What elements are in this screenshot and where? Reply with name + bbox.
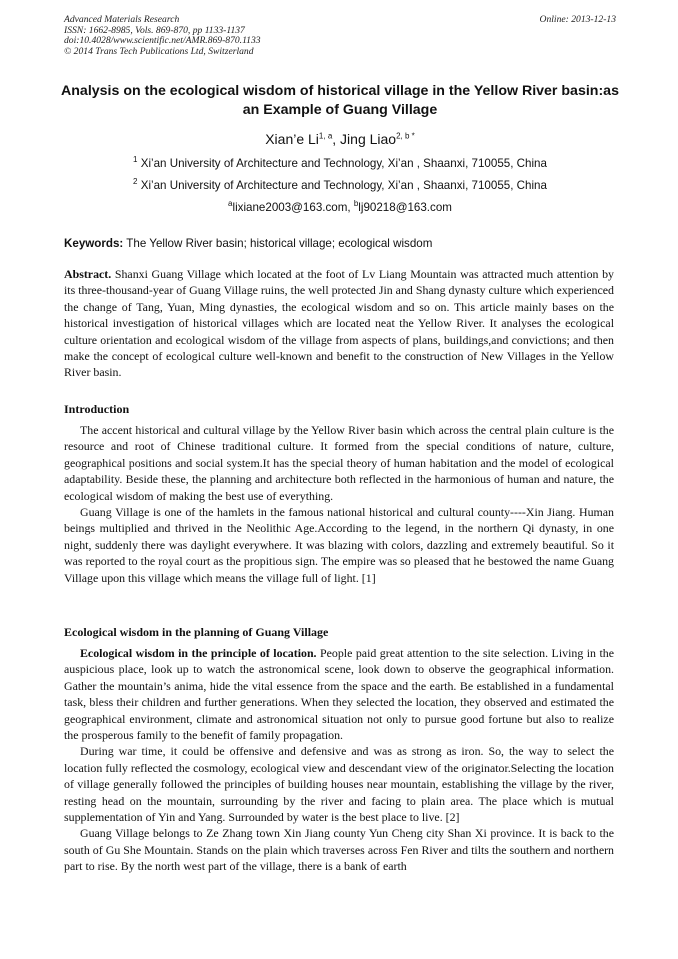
abstract-label: Abstract. <box>64 267 112 281</box>
planning-paragraph-1-text: People paid great attention to the site selection. Living in the auspicious place, look up to watch the astronomical scene, look down to observe the geographical information. Gather the mountain’s anima, hide the vital essence from the space and the earth. Be established in a fundamental task, bless their children and further generations. When they selected the location, they observed and estimated the geographical environment, climate and astronomical situation not only to pursue good fortune but also to realize the prosperous family to the benefit of family propagation. <box>64 646 614 743</box>
introduction-body <box>64 422 614 586</box>
affiliation-2-sup: 2 <box>133 177 138 187</box>
author-list <box>60 130 620 148</box>
author-1-sup: 1, a <box>318 131 333 141</box>
principle-of-location-label: Ecological wisdom in the principle of location. <box>80 646 317 660</box>
copyright-line: © 2014 Trans Tech Publications Ltd, Switzerland <box>64 45 254 57</box>
author-separator: , <box>332 131 341 147</box>
affiliation-2-text: Xi’an University of Architecture and Technology, Xi’an , Shaanxi, 710055, China <box>137 179 547 192</box>
paper-title: Analysis on the ecological wisdom of historical village in the Yellow River basin:as an Example of Guang Village <box>61 83 619 118</box>
abstract-text: Shanxi Guang Village which located at the foot of Lv Liang Mountain was attracted much attention by its three-thousand-year of Guang Village ruins, the well protected Jin and Shang dynasty culture which experienced the change of Tang, Yuan, Ming dynasties, the ecological wisdom and so on. This article mainly bases on the historical investigation of historical villages which are located neat the Yellow River. It analyses the ecological culture orientation and ecological wisdom of the village from aspects of plans, buildings,and convictions; and then make the concept of ecological culture well-known and benefit to the construction of New Villages in the Yellow River basin. <box>64 267 614 380</box>
online-date: Online: 2013-12-13 <box>539 14 616 25</box>
email-b-sup: b <box>353 199 359 209</box>
affiliation-1-sup: 1 <box>133 155 138 165</box>
author-1-name: Xian’e Li <box>265 131 319 147</box>
email-a-sup: a <box>228 199 233 209</box>
planning-paragraph-2: During war time, it could be offensive and defensive and was as strong as iron. So, the way to select the location fully reflected the cosmology, ecological view and descendant view of the originator.Selecting the location of village generally followed the principles of building houses near mountain, establishing the village by the river, resting head on the mountain, surrounding by the river and facing to plain area. The place which is mutual supplementation of Yin and Yang. Surrounded by water is the best place to live. [2] <box>64 744 614 825</box>
keywords-label: Keywords: <box>64 237 124 250</box>
planning-paragraph-1 <box>64 645 614 743</box>
journal-name: Advanced Materials Research <box>64 14 180 25</box>
section-heading-introduction: Introduction <box>64 402 130 416</box>
email-b: lj90218@163.com <box>358 201 452 214</box>
affiliation-1-text: Xi’an University of Architecture and Technology, Xi’an , Shaanxi, 710055, China <box>137 157 547 170</box>
journal-info <box>64 15 261 57</box>
email-a: lixiane2003@163.com, <box>232 201 354 214</box>
planning-paragraph-3: Guang Village belongs to Ze Zhang town Xin Jiang county Yun Cheng city Shan Xi province. It is back to the south of Gu She Mountain. Stands on the plain which traverses across Fen River and tilts the southern and northern part to rise. By the north west part of the village, there is a bank of earth <box>64 826 614 874</box>
author-emails <box>60 201 620 215</box>
doi-line: doi:10.4028/www.scientific.net/AMR.869-870.1133 <box>64 35 261 47</box>
issn-line: ISSN: 1662-8985, Vols. 869-870, pp 1133-1137 <box>64 24 245 36</box>
planning-body <box>64 645 614 875</box>
section-heading-planning: Ecological wisdom in the planning of Guang Village <box>64 625 329 639</box>
intro-paragraph-2: Guang Village is one of the hamlets in the famous national historical and cultural county----Xin Jiang. Human beings multiplied and thrived in the Neolithic Age.According to the legend, in the northern Qi dynasty, in one night, suddenly there was daylight everywhere. It was blazing with colors, dazzling and extremely beautiful. So it was reported to the royal court as the propitious sign. The empire was so pleased that he bestowed the name Guang Village upon this village which means the village full of light. [1] <box>64 505 614 585</box>
journal-header <box>64 15 616 57</box>
abstract-paragraph <box>64 266 614 381</box>
keywords <box>64 237 620 251</box>
affiliation-2 <box>60 179 620 193</box>
author-2-name: Jing Liao <box>340 131 397 147</box>
abstract <box>64 266 614 381</box>
author-2-sup: 2, b * <box>396 131 415 141</box>
intro-paragraph-1: The accent historical and cultural village by the Yellow River basin which across the central plain culture is the resource and root of Chinese traditional culture. It formed from the special conditions of nature, culture, geographical positions and social system.It has the special theory of human habitation and the model of ecological adaptability. Beside these, the planning and architecture both reflected in the harmonious of human and nature, the ecological wisdom of making the best use of everything. <box>64 423 614 503</box>
keywords-text: The Yellow River basin; historical village; ecological wisdom <box>123 237 433 250</box>
affiliation-1 <box>60 157 620 171</box>
